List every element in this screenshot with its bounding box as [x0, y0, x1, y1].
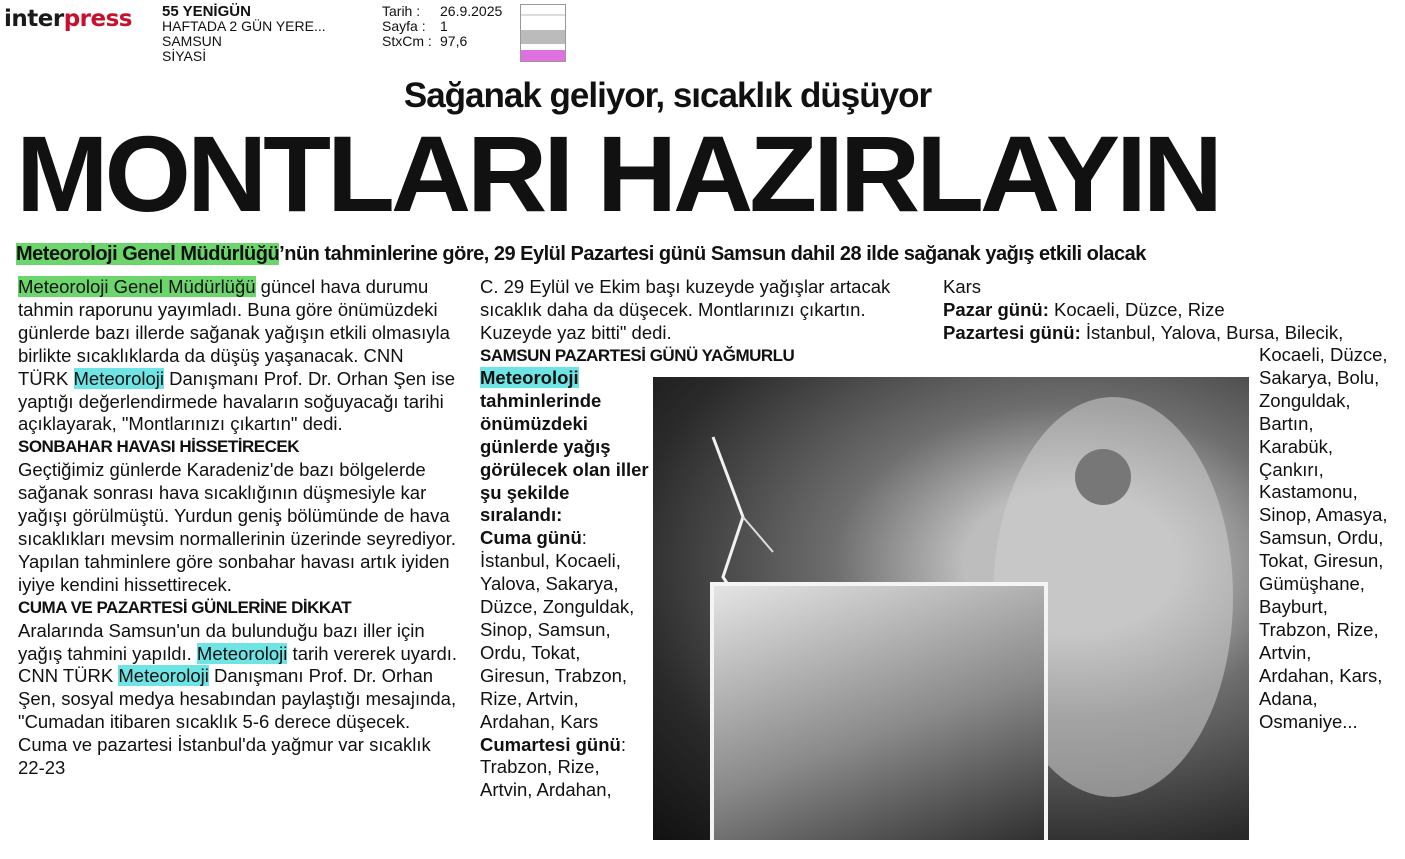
paragraph: C. 29 Eylül ve Ekim başı kuzeyde yağışlar artacak sıcaklık daha da düşecek. Montlarınızı çıkartın. Kuzeyde yaz bitti" dedi. [480, 276, 891, 343]
paragraph: Geçtiğimiz günlerde Karadeniz'de bazı bölgelerde sağanak sonrası hava sıcaklığının düşmesiyle kar yağışı görülmüştü. Yurdun geniş bölümünde de hava sıcaklıkları mevsim normallerinin üzerinde seyrediyor. Yapılan tahminlere göre sonbahar havası artık iyiden iyiye kendini hissettirecek. [18, 459, 456, 595]
clipping-meta: Tarih : 26.9.2025 Sayfa : 1 StxCm : 97,6 [382, 3, 503, 49]
article-column-1 [18, 276, 458, 780]
section-heading: SAMSUN PAZARTESİ GÜNÜ YAĞMURLU [480, 345, 795, 365]
article-column-2 [480, 276, 920, 368]
meta-date: 26.9.2025 [440, 3, 503, 19]
publication-edition: HAFTADA 2 GÜN YERE... [162, 18, 326, 34]
publication-info [162, 4, 326, 64]
meta-page: 1 [440, 18, 448, 34]
inset-photo [710, 582, 1048, 840]
forecast-monday-list: Kocaeli, Düzce, Sakarya, Bolu, Zonguldak, Bartın, Karabük, Çankırı, Kastamonu, Sinop, Amasya, Samsun, Ordu, Tokat, Giresun, Gümüşhane, Bayburt, Trabzon, Rize, Artvin, Ardahan, Kars, Adana, Osmaniye... [1259, 344, 1388, 732]
interpress-logo: interpress [4, 6, 132, 32]
publication-name: 55 YENİGÜN [162, 3, 251, 20]
forecast-monday: Pazartesi günü: İstanbul, Yalova, Bursa, Bilecik, [943, 321, 1344, 343]
paragraph-intro: Meteoroloji Genel Müdürlüğü güncel hava durumu tahmin raporunu yayımladı. Buna göre önümüzdeki günlerde bazı illerde sağanak yağışın etkili olmasıyla birlikte sıcaklıklarda da düşüş yaşanacak. CNN TÜRK Meteoroloji Danışmanı Prof. Dr. Orhan Şen ise yaptığı değerlendirmede havaların soğuyacağı tarihi açıklayarak, "Montlarınızı çıkartın" dedi. [18, 276, 455, 435]
forecast-list [480, 367, 650, 802]
article-column-3 [943, 276, 1388, 345]
publication-city: SAMSUN [162, 33, 222, 49]
paragraph: Aralarında Samsun'un da bulunduğu bazı iller için yağış tahmini yapıldı. Meteoroloji tarih vererek uyardı. CNN TÜRK Meteoroloji Danışmanı Prof. Dr. Orhan Şen, sosyal medya hesabından paylaştığı mesajında, "Cumadan itibaren sıcaklık 5-6 derece düşecek. Cuma ve pazartesi İstanbul'da yağmur var sıcaklık 22-23 [18, 619, 458, 779]
forecast-friday: Cuma günü: İstanbul, Kocaeli, Yalova, Sakarya, Düzce, Zonguldak, Sinop, Samsun, Ordu, Tokat, Giresun, Trabzon, Rize, Artvin, Ardahan, Kars [480, 527, 635, 732]
section-heading: SONBAHAR HAVASI HİSSETİRECEK [18, 437, 300, 457]
meta-stxcm: 97,6 [440, 33, 468, 49]
forecast-sunday: Pazar günü: Kocaeli, Düzce, Rize [943, 298, 1225, 320]
news-photo [653, 377, 1249, 840]
section-heading: CUMA VE PAZARTESİ GÜNLERİNE DİKKAT [18, 597, 352, 617]
forecast-saturday: Cumartesi günü: Trabzon, Rize, Artvin, Ardahan, [480, 733, 626, 801]
forecast-intro: Meteoroloji tahminlerinde önümüzdeki günlerde yağış görülecek olan iller şu şekilde sıralandı: [480, 367, 649, 526]
publication-category: SİYASİ [162, 48, 207, 64]
forecast-saturday-cont: Kars [943, 276, 982, 297]
article-headline: MONTLARI HAZIRLAYIN [16, 113, 1219, 234]
article-subhead: Meteoroloji Genel Müdürlüğü’nün tahminlerine göre, 29 Eylül Pazartesi günü Samsun dahil 28 ilde sağanak yağış etkili olacak [16, 243, 1146, 265]
article-kicker: Sağanak geliyor, sıcaklık düşüyor [403, 76, 932, 115]
page-thumbnail[interactable] [520, 4, 566, 62]
